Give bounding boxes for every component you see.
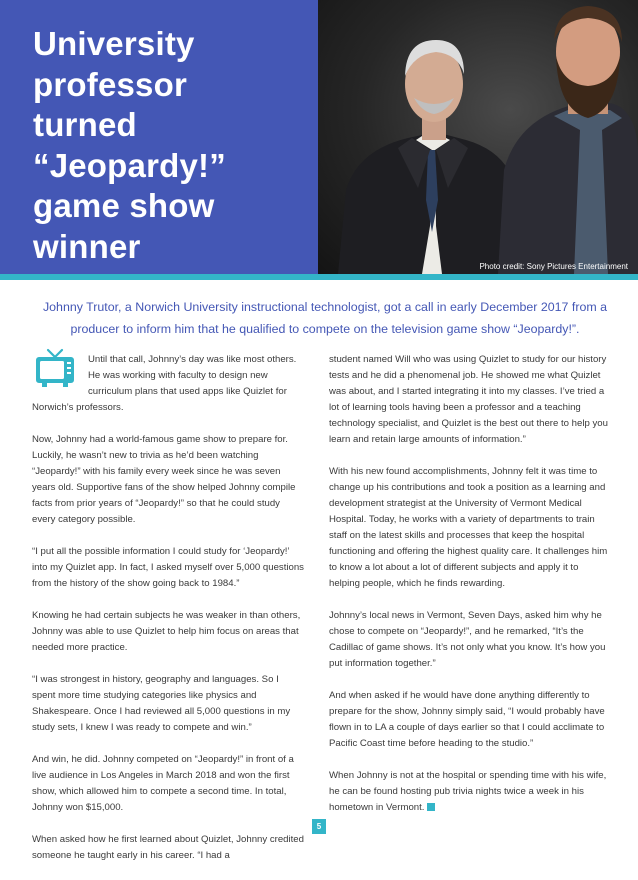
paragraph: student named Will who was using Quizlet to study for our history tests and he did a phenomenal job. He showed me what Quizlet was about, and I started integrating it into my classes. I’ve tried a lot of learning tools having been a professor and a teaching technology specialist, and Quizlet is the best out there to help you learn and retain large amounts of information.” xyxy=(329,354,608,445)
paragraph: When asked how he first learned about Quizlet, Johnny credited someone he taught early in his career. “I had a xyxy=(32,834,304,861)
divider-bar xyxy=(0,274,638,280)
closing-text: When Johnny is not at the hospital or spending time with his wife, he can be found hosting pub trivia nights twice a week in his hometown in Vermont. xyxy=(329,770,607,813)
lead-text-end: Norwich’s professors. xyxy=(32,402,124,413)
paragraph xyxy=(329,768,609,816)
end-mark-icon xyxy=(427,803,435,811)
lead-text: Until that call, Johnny’s day was like most others. He was working with faculty to design new curriculum plans that used apps like Quizlet for xyxy=(88,354,297,397)
paragraph: Now, Johnny had a world-famous game show to prepare for. Luckily, he wasn’t new to trivia as he’d been watching “Jeopardy!” with his family every week since he was seven years old. Supportive fans of the show helped Johnny compile facts from prior years of “Jeopardy!” so that he could study every category possible. xyxy=(32,434,296,525)
paragraph: “I put all the possible information I could study for ‘Jeopardy!’ into my Quizlet app. In fact, I asked myself over 5,000 questions from the history of the show going back to 1984.” xyxy=(32,546,304,589)
paragraph: “I was strongest in history, geography and languages. So I spent more time studying categories like physics and Shakespeare. Once I had reviewed all 5,000 questions in my study sets, I knew I was ready to compete and win.” xyxy=(32,674,291,733)
hero-banner xyxy=(0,0,638,274)
article-column-right xyxy=(329,352,609,832)
person-right xyxy=(498,6,638,274)
paragraph: Knowing he had certain subjects he was weaker in than others, Johnny was able to use Quizlet to help him focus on areas that needed more practice. xyxy=(32,610,301,653)
paragraph: With his new found accomplishments, Johnny felt it was time to change up his contributions and took a position as a learning and development strategist at the University of Vermont Medical Hospital. Today, he works with a variety of departments to train staff on the latest skills and processes that keep the hospital functioning and offering the highest quality care. It challenges him to know a lot about a lot of different subjects and apply it to helping people, which he finds rewarding. xyxy=(329,466,608,589)
intro-paragraph: Johnny Trutor, a Norwich University instructional technologist, got a call in early December 2017 from a producer to inform him that he qualified to compete on the television game show “Jeopardy!”. xyxy=(42,300,608,336)
person-left xyxy=(338,40,524,274)
page-title: University professor turned “Jeopardy!” game show winner xyxy=(33,25,226,265)
paragraph: And when asked if he would have done anything differently to prepare for the show, Johnny simply said, “I would probably have flown in to LA a couple of days earlier so that I could acclimate to Pacific Coast time before heading to the studio.” xyxy=(329,690,605,749)
photo-credit: Photo credit: Sony Pictures Entertainment xyxy=(479,262,628,271)
paragraph xyxy=(32,352,304,416)
article-column-left xyxy=(32,352,304,880)
page-number: 5 xyxy=(312,819,326,834)
hero-photo xyxy=(318,0,638,274)
paragraph: Johnny’s local news in Vermont, Seven Days, asked him why he chose to compete on “Jeopardy!”, and he remarked, “It’s the Cadillac of game shows. It’s not only what you know. It’s how you put information together.” xyxy=(329,610,606,669)
photo-illustration xyxy=(318,0,638,274)
paragraph: And win, he did. Johnny competed on “Jeopardy!” in front of a live audience in Los Angeles in March 2018 and won the first show, which allowed him to compete a second time. In total, Johnny won $15,000. xyxy=(32,754,294,813)
